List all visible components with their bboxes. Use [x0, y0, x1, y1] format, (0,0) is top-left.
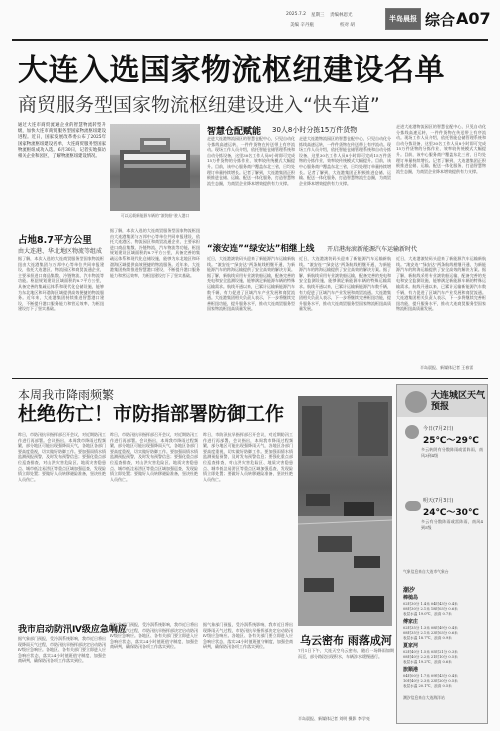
subheading-new-routes-desc: 开启港海滚新能源汽车运输新时代 [327, 246, 418, 253]
column5-body: 走进大连港物流园区的智慧仓配中心，只见自动化分拣线高速运转，一件件货物在传送带上有序流动。现场工作人员介绍，依托智能仓储管理系统和自动分拣设备，这里30名工作人员8小时即可完成15万件货物的分拣作业，效率较传统模式大幅提升。目前，该中心服务商户覆盖东北三省，日均处理订单量持续增长。记者了解到，大连港集团正积极推进仓储、运输、配送一体化服务，打造智慧物流生态圈，为商贸企业降本增效提供有力支撑。 [396, 124, 486, 174]
header-date: 2025.7.2 [286, 12, 307, 17]
weather-today-desc: 多云转阴有分散阵雨或雷阵雨，南风3到4级 [421, 447, 483, 458]
newspaper-logo: 半岛晨报 [385, 8, 421, 30]
column4-body: 走进大连港物流园区的智慧仓配中心，只见自动化分拣线高速运转，一件件货物在传送带上有序流动。现场工作人员介绍，依托智能仓储管理系统和自动分拣设备，这里30名工作人员8小时即可完成15万件货物的分拣作业，效率较传统模式大幅提升。目前，该中心服务商户覆盖东北三省，日均处理订单量持续增长。记者了解到，大连港集团正积极推进仓储、运输、配送一体化服务，打造智慧物流生态圈，为商贸企业降本增效提供有力支撑。 [299, 136, 391, 186]
tide-row: 02时35分 1.3米 08时49分 0.4米 [403, 626, 458, 630]
ro-ro-ship-photo [110, 124, 200, 211]
masthead [0, 0, 500, 40]
byline-flood: 半岛晨报、新媒体记者 刘明 摄影 李学亮 [298, 716, 370, 721]
tide-row: 表层水温 19.0℃，浪高 0.7米 [403, 612, 452, 616]
subheading-smart-warehouse: 智慧仓配赋能 [207, 127, 262, 137]
tide-row: 02时30分 1.4米 04时43分 0.4米 [403, 602, 458, 606]
subheading-smart-warehouse-desc: 30人8小时分拣15万件货物 [272, 126, 358, 134]
tide-row: 表层水温 20.1℃，浪高 0.5米 [403, 684, 452, 688]
tide-place: 傅家庄 [403, 619, 419, 625]
header-design: 美编 辛丹瓶 [290, 23, 314, 28]
tide-block-1 [403, 619, 485, 641]
emergency-column2: 据气象部门预报，受冷涡系统影响，我市近日将出现降雨天气过程，市防汛抗旱指挥部决定启动防汛Ⅳ级应急响应。各地区、各有关部门要立即进入应急响应状态，落实24小时值班值守制度，加强会商研判，确保防汛各项工作落实到位。 [110, 622, 198, 650]
kicker-rain: 本周我市降雨频繁 [18, 388, 115, 402]
subheading-new-routes: “滚安连”“绿安达”相继上线 [207, 244, 315, 254]
tide-row: 10时40分 2.3米 23时20分 0.5米 [403, 679, 458, 683]
tide-place: 棒槌岛 [403, 595, 419, 601]
tide-place: 旅顺港 [403, 667, 419, 673]
tide-title: 潮汐 [403, 587, 416, 594]
column7-body: 近日，大连港滚装码头迎来了新能源汽车运输新航线。“滚安连”“绿安达”两条航线相继开通，为新能源汽车的跨海运输提供了安全高效的解决方案。据了解，新航线采用专业滚装船运输，配备完善的充电和安全监测设施，能够满足新能源车辆的特殊运输需求。航线开通以来，已累计运输新能源汽车数千辆，有力促进了区域汽车产业发展和商贸流通。大连港集团相关负责人表示，下一步将继续完善枢纽功能，提升服务水平，推动大连商贸服务型国家物流枢纽高质量发展。 [299, 256, 391, 312]
weather-source: 气象信息来自大连市气象台 [403, 569, 449, 574]
tide-row: 08时40分 2.2米 21时10分 0.5米 [403, 655, 458, 659]
tide-row: 02时40分 1.5米 05时21分 0.3米 [403, 650, 458, 654]
column3-body: 走进大连港物流园区的智慧仓配中心，只见自动化分拣线高速运转，一件件货物在传送带上有序流动。现场工作人员介绍，依托智能仓储管理系统和自动分拣设备，这里30名工作人员8小时即可完成15万件货物的分拣作业，效率较传统模式大幅提升。目前，该中心服务商户覆盖东北三省，日均处理订单量持续增长。记者了解到，大连港集团正积极推进仓储、运输、配送一体化服务，打造智慧物流生态圈，为商贸企业降本增效提供有力支撑。 [207, 136, 295, 186]
headline-logistics: 大连入选国家物流枢纽建设名单 [18, 53, 445, 88]
weather-today-temp: 25℃～29℃ [423, 436, 479, 446]
weather-title: 大连城区天气预报 [431, 391, 486, 412]
subheading-area-desc: 由大连港、华北地区物流等组成 [18, 248, 103, 255]
subheading-area: 占地8.7平方公里 [18, 235, 92, 246]
sun-icon [405, 425, 419, 439]
column1-body: 据了解，本次入选的大连商贸服务型国家物流枢纽由大连港集团与万邦中心等单位共同申报建设，依托大连港区、物流园区和商贸流通企业，主要承担进口商品集散、冷链物流、汽车物流等功能。枢纽规划建设区域面积约8.7平方公里，具备完善的集疏运体系和现代化仓储设施，能够为东北地区和环渤海区域提供高效便捷的物流服务。近年来，大连港集团持续推进智慧港口建设，不断提升港口服务能力和营运效率，为枢纽建设打下了坚实基础。 [18, 256, 104, 312]
subheading-emergency-response: 我市启动防汛Ⅳ级应急响应 [18, 625, 127, 635]
tide-row: 表层水温 18.7℃，浪高 0.9米 [403, 636, 452, 640]
rain-photo-caption: 乌云密布 雨落成河 [300, 634, 392, 647]
column8-body: 近日，大连港滚装码头迎来了新能源汽车运输新航线。“滚安连”“绿安达”两条航线相继开通，为新能源汽车的跨海运输提供了安全高效的解决方案。据了解，新航线采用专业滚装船运输，配备完善的充电和安全监测设施，能够满足新能源车辆的特殊运输需求。航线开通以来，已累计运输新能源汽车数千辆，有力促进了区域汽车产业发展和商贸流通。大连港集团相关负责人表示，下一步将继续完善枢纽功能，提升服务水平，推动大连商贸服务型国家物流枢纽高质量发展。 [396, 256, 486, 312]
flood-column2: 昨日，市防汛抗旱指挥部召开会议，对近期防汛工作进行再部署。会议指出，本周我市降雨过程频繁，部分地区可能出现强降雨天气，各地区各部门要高度重视，切实做好防御工作。要加强雨情水情监测预报预警，及时发布预警信息；要强化重点部位巡查排查，对山洪灾害危险区、地质灾害隐患点、城市低洼易涝区等重点区域加强巡查，发现险情立即处置；要做好人员转移避险准备，坚决杜绝人员伤亡。 [110, 432, 198, 482]
weather-today-label: 今日(7月2日) [423, 426, 454, 432]
header-weekday: 星期三 [311, 13, 325, 18]
weather-tomorrow-temp: 24℃～30℃ [423, 508, 479, 518]
tide-row: 08时35分 2.1米 23时03分 0.6米 [403, 631, 458, 635]
section-name: 综合 [425, 11, 456, 29]
weather-header [397, 385, 487, 417]
flood-column3: 昨日，市防汛抗旱指挥部召开会议，对近期防汛工作进行再部署。会议指出，本周我市降雨过程频繁，部分地区可能出现强降雨天气，各地区各部门要高度重视，切实做好防御工作。要加强雨情水情监测预报预警，及时发布预警信息；要强化重点部位巡查排查，对山洪灾害危险区、地质灾害隐患点、城市低洼易涝区等重点区域加强巡查，发现险情立即处置；要做好人员转移避险准备，坚决杜绝人员伤亡。 [203, 432, 293, 482]
weather-tomorrow-desc: 多云有分散阵雨或雷阵雨，南风4到5级 [421, 519, 483, 530]
rain-photo-text: 7月1日下午，大连天空乌云密布，随后一场降雨如期而至，部分路段出现积水，车辆涉水缓慢通行。 [298, 648, 394, 659]
flood-column1: 昨日，市防汛抗旱指挥部召开会议，对近期防汛工作进行再部署。会议指出，本周我市降雨过程频繁，部分地区可能出现强降雨天气，各地区各部门要高度重视，切实做好防御工作。要加强雨情水情监测预报预警，及时发布预警信息；要强化重点部位巡查排查，对山洪灾害危险区、地质灾害隐患点、城市低洼易涝区等重点区域加强巡查，发现险情立即处置；要做好人员转移避险准备，坚决杜绝人员伤亡。 [18, 432, 106, 482]
byline-logistics: 半岛晨报、新媒体记者 王春雷 [420, 365, 474, 370]
page-number: A07 [456, 9, 491, 28]
weather-title-icon [405, 391, 427, 413]
tide-note: 潮汐信息来自大连海洋站 [403, 695, 445, 700]
header-proof: 校对 胡 [340, 23, 355, 28]
rain-street-photo [298, 396, 392, 626]
weather-tomorrow-label: 明天(7月3日) [423, 498, 454, 504]
lead-paragraph: 通过大连市商贸流通企业的智慧物流转型升级，加快大连市商贸服务型国家物流枢纽建设进程。近日，国家发展改革委公布了2025年国家物流枢纽建设名单，大连商贸服务型国家物流枢纽成功入选。6月30日，记者实地探访相关企业和园区，了解物流枢纽建设情况。 [18, 123, 106, 160]
tide-row: 04时00分 1.7米 09时43分 0.4米 [403, 674, 458, 678]
emergency-column3: 据气象部门预报，受冷涡系统影响，我市近日将出现降雨天气过程，市防汛抗旱指挥部决定启动防汛Ⅳ级应急响应。各地区、各有关部门要立即进入应急响应状态，落实24小时值班值守制度，加强会商研判，确保防汛各项工作落实到位。 [203, 622, 293, 650]
tide-place: 夏家河 [403, 643, 419, 649]
tide-row: 08时30分 2.1米 18时03分 0.6米 [403, 607, 458, 611]
column2a-body: 据了解，本次入选的大连商贸服务型国家物流枢纽由大连港集团与万邦中心等单位共同申报建设，依托大连港区、物流园区和商贸流通企业，主要承担进口商品集散、冷链物流、汽车物流等功能。枢纽规划建设区域面积约8.7平方公里，具备完善的集疏运体系和现代化仓储设施，能够为东北地区和环渤海区域提供高效便捷的物流服务。近年来，大连港集团持续推进智慧港口建设，不断提升港口服务能力和营运效率，为枢纽建设打下了坚实基础。 [110, 228, 200, 278]
tide-row: 表层水温 19.2℃，浪高 0.6米 [403, 660, 452, 664]
header-editor: 责编林恩光 [330, 13, 353, 18]
cloud-icon [405, 501, 421, 511]
subhead-logistics: 商贸服务型国家物流枢纽建设进入“快车道” [18, 94, 380, 116]
tide-block-3 [403, 667, 485, 689]
tide-block-0 [403, 595, 485, 617]
tide-block-2 [403, 643, 485, 665]
column6-body: 近日，大连港滚装码头迎来了新能源汽车运输新航线。“滚安连”“绿安达”两条航线相继开通，为新能源汽车的跨海运输提供了安全高效的解决方案。据了解，新航线采用专业滚装船运输，配备完善的充电和安全监测设施，能够满足新能源车辆的特殊运输需求。航线开通以来，已累计运输新能源汽车数千辆，有力促进了区域汽车产业发展和商贸流通。大连港集团相关负责人表示，下一步将继续完善枢纽功能，提升服务水平，推动大连商贸服务型国家物流枢纽高质量发展。 [207, 256, 295, 312]
ship-photo-caption: 可以运载新能源车辆的“滚装船”驶入港口 [120, 213, 190, 218]
headline-flood-prevention: 杜绝伤亡！市防指部署防御工作 [18, 403, 285, 425]
emergency-column1: 据气象部门预报，受冷涡系统影响，我市近日将出现降雨天气过程，市防汛抗旱指挥部决定启动防汛Ⅳ级应急响应。各地区、各有关部门要立即进入应急响应状态，落实24小时值班值守制度，加强会商研判，确保防汛各项工作落实到位。 [18, 636, 106, 664]
weather-box [396, 384, 488, 724]
